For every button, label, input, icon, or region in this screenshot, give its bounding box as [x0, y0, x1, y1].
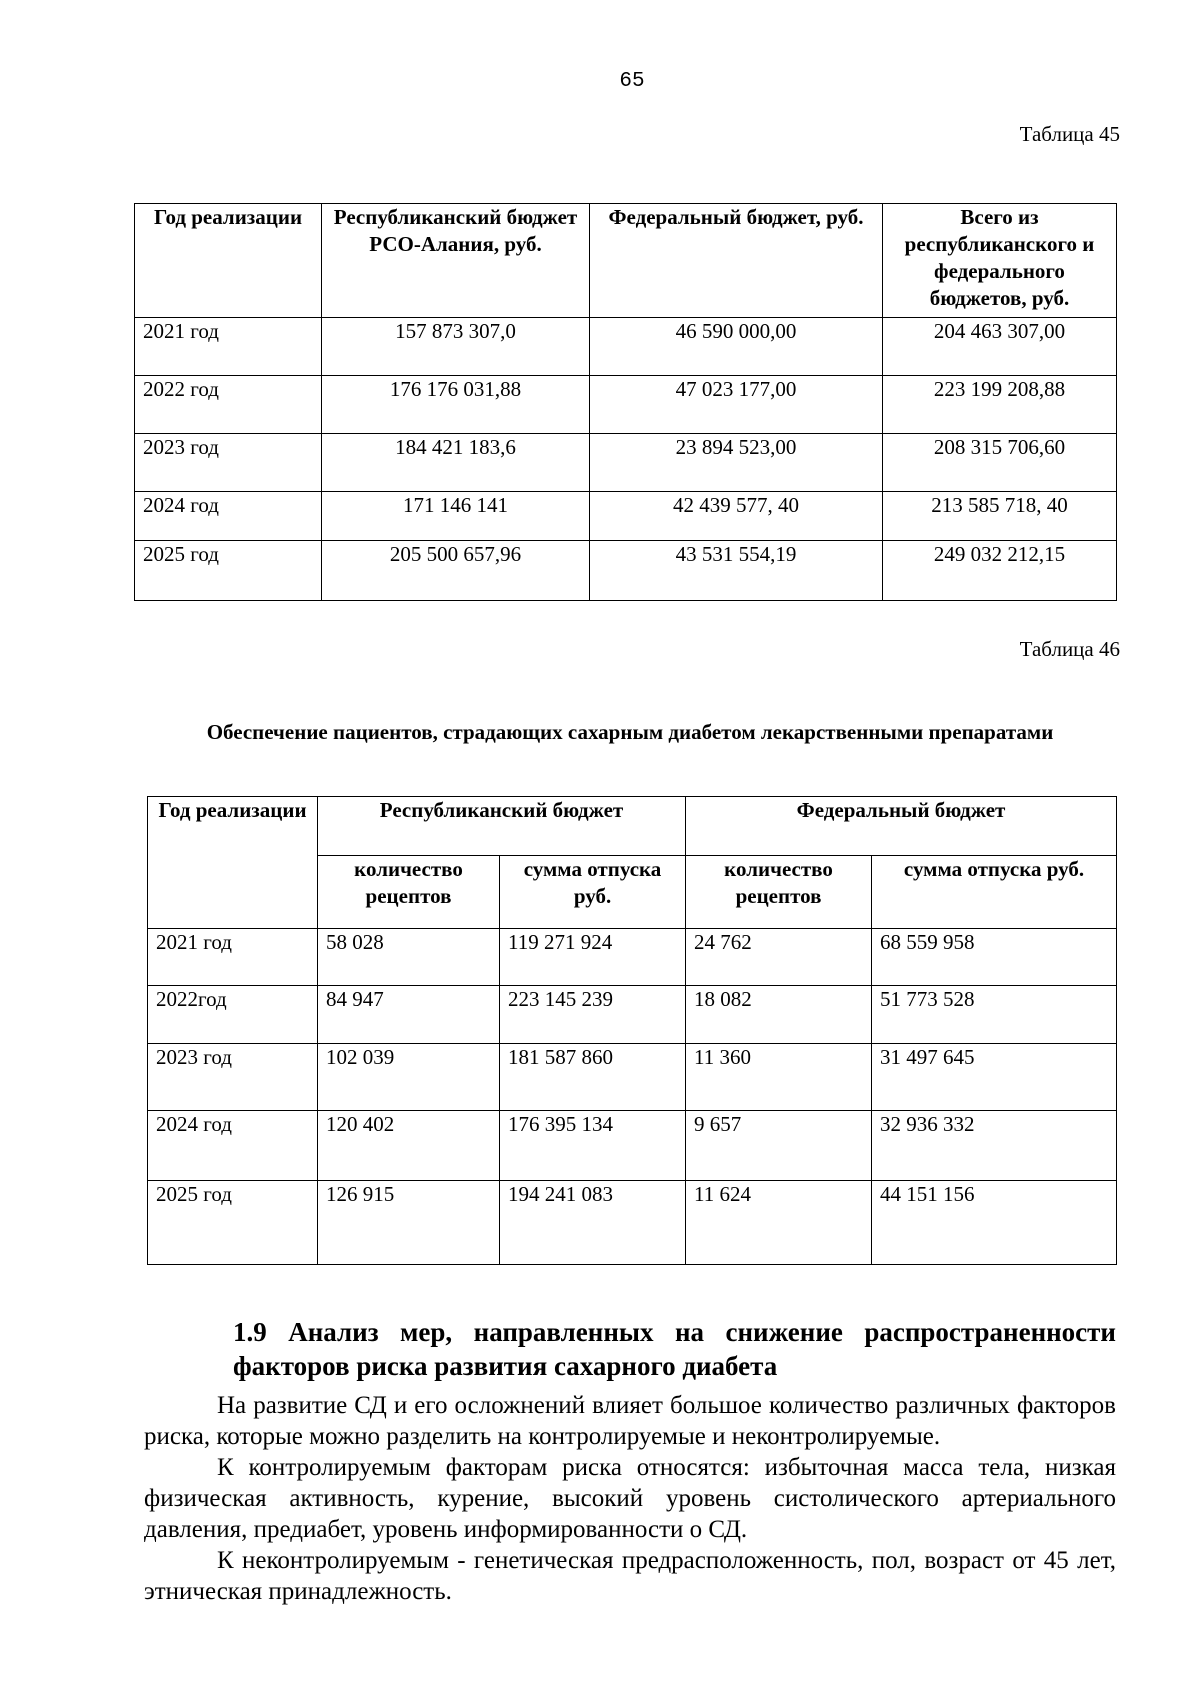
table-46-group-header-row	[148, 797, 1117, 856]
table-46-caption: Обеспечение пациентов, страдающих сахарным диабетом лекарственными препаратами	[206, 720, 1054, 744]
table-row: 2022год 84 947 223 145 239 18 082 51 773 528	[148, 986, 1117, 1044]
subheader-republic-count: количество рецептов	[318, 856, 500, 929]
header-federal-budget: Федеральный бюджет, руб.	[590, 204, 883, 318]
table-row: 2024 год 120 402 176 395 134 9 657 32 936 332	[148, 1111, 1117, 1181]
header-year: Год реализации	[148, 797, 318, 929]
paragraph: К неконтролируемым - генетическая предрасположенность, пол, возраст от 45 лет, этническая принадлежность.	[144, 1547, 1116, 1605]
header-federal-budget: Федеральный бюджет	[686, 797, 1117, 856]
table-row: 2021 год 58 028 119 271 924 24 762 68 559 958	[148, 929, 1117, 986]
table-row: 2024 год 171 146 141 42 439 577, 40 213 585 718, 40	[135, 492, 1117, 541]
paragraph: К контролируемым факторам риска относятся: избыточная масса тела, низкая физическая активность, курение, высокий уровень систолического артериального давления, предиабет, уровень информированности о СД.	[144, 1454, 1116, 1543]
table-45	[134, 203, 1117, 601]
table-45-label: Таблица 45	[1019, 122, 1120, 146]
table-45-header-row	[135, 204, 1117, 318]
page-number: 65	[619, 70, 645, 93]
table-row: 2021 год 157 873 307,0 46 590 000,00 204 463 307,00	[135, 318, 1117, 376]
table-row: 2023 год 102 039 181 587 860 11 360 31 497 645	[148, 1044, 1117, 1111]
section-body	[144, 1390, 1116, 1607]
table-46-label: Таблица 46	[1019, 637, 1120, 661]
table-row: 2023 год 184 421 183,6 23 894 523,00 208 315 706,60	[135, 434, 1117, 492]
header-republic-budget: Республиканский бюджет РСО-Алания, руб.	[322, 204, 590, 318]
header-republic-budget: Республиканский бюджет	[318, 797, 686, 856]
table-row: 2022 год 176 176 031,88 47 023 177,00 223 199 208,88	[135, 376, 1117, 434]
header-total: Всего из республиканского и федерального бюджетов, руб.	[883, 204, 1117, 318]
table-row: 2025 год 205 500 657,96 43 531 554,19 249 032 212,15	[135, 541, 1117, 601]
subheader-republic-sum: сумма отпуска руб.	[500, 856, 686, 929]
header-year: Год реализации	[135, 204, 322, 318]
table-row: 2025 год 126 915 194 241 083 11 624 44 151 156	[148, 1181, 1117, 1265]
subheader-federal-count: количество рецептов	[686, 856, 872, 929]
paragraph: На развитие СД и его осложнений влияет большое количество различных факторов риска, которые можно разделить на контролируемые и неконтролируемые.	[144, 1392, 1116, 1450]
section-heading: 1.9 Анализ мер, направленных на снижение распространенности факторов риска развития сахарного диабета	[233, 1317, 1116, 1381]
table-46	[147, 796, 1117, 1265]
subheader-federal-sum: сумма отпуска руб.	[872, 856, 1117, 929]
